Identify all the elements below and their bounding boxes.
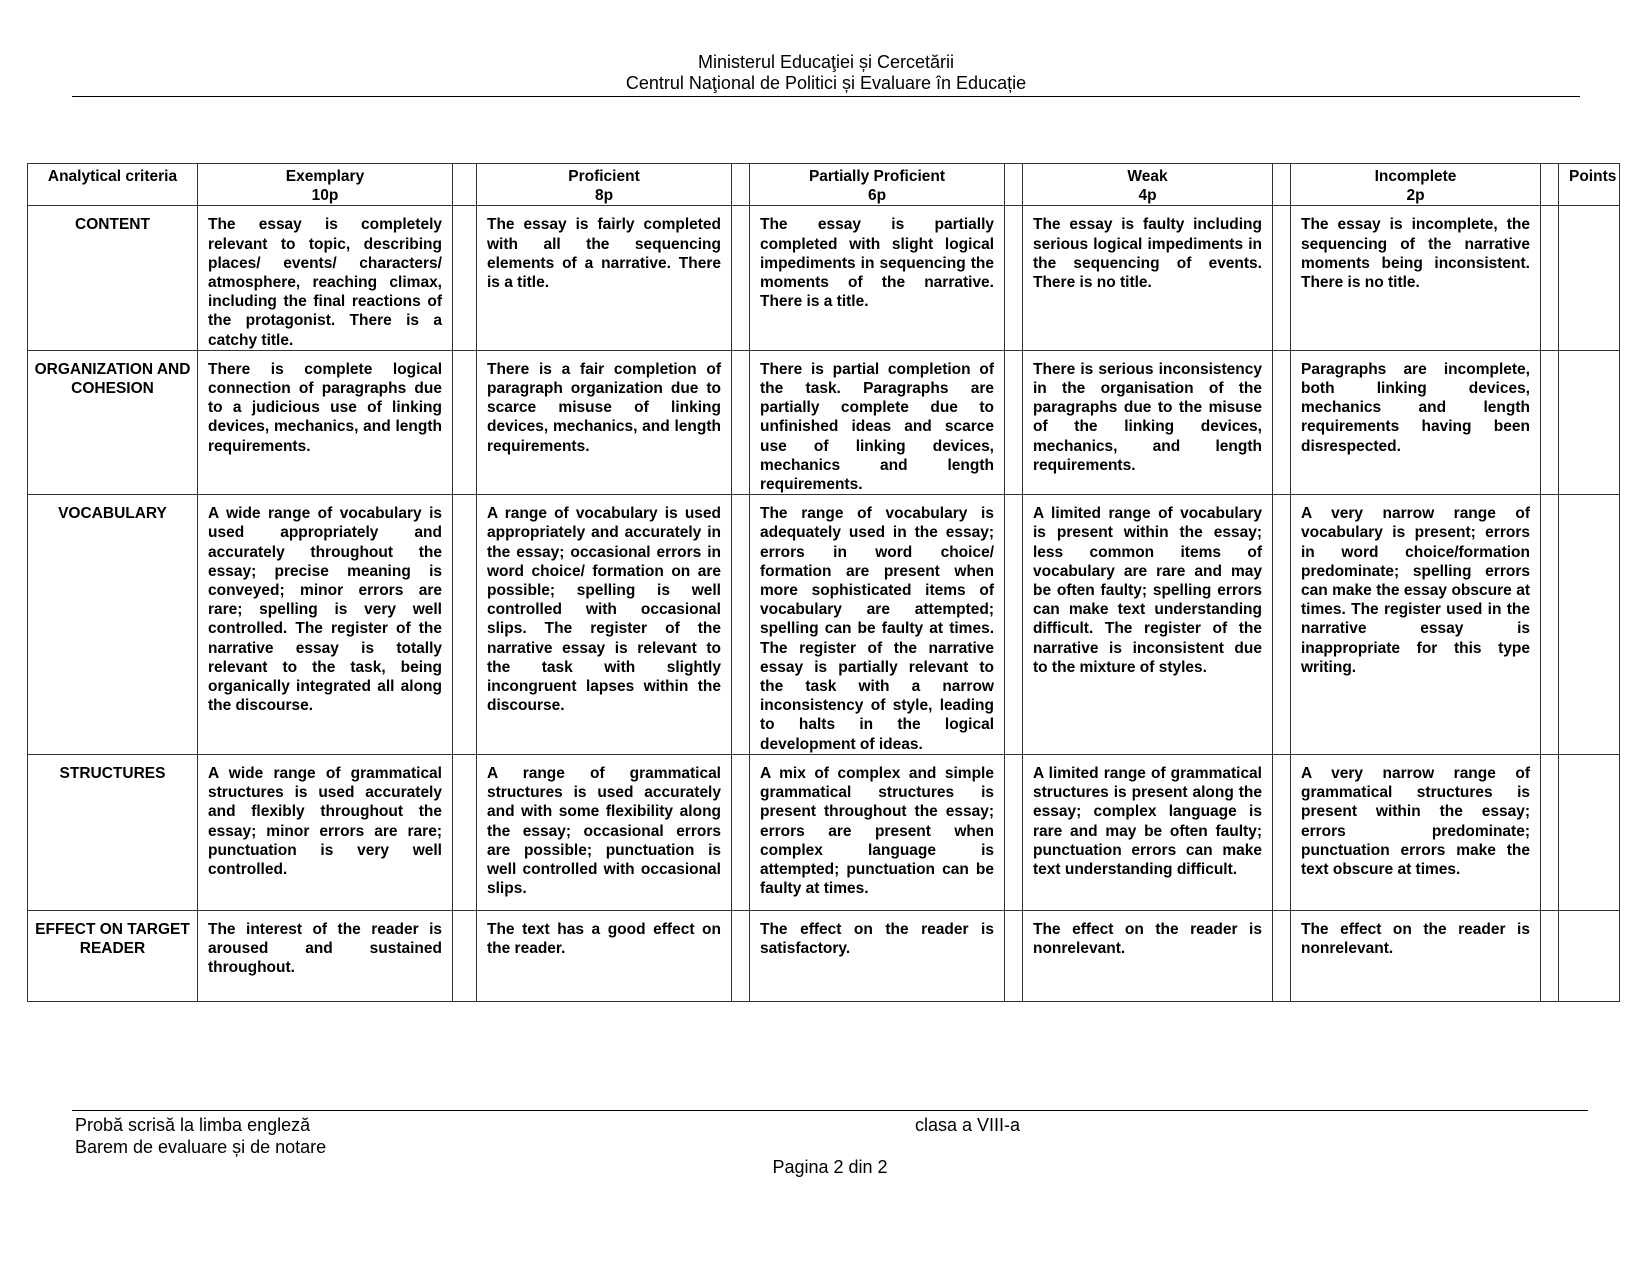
- gap-cell: [1541, 495, 1559, 755]
- table-row-effect: [28, 910, 1620, 1001]
- gap-cell: [732, 350, 750, 494]
- level-name: Weak: [1127, 168, 1168, 185]
- level-score: 10p: [311, 187, 339, 205]
- level-score: 8p: [594, 187, 614, 205]
- gap-cell: [453, 164, 477, 206]
- gap-cell: [1273, 350, 1291, 494]
- level-score: 4p: [1138, 187, 1157, 205]
- table-row-organization: [28, 350, 1620, 494]
- points-cell: [1559, 206, 1620, 350]
- descriptor-cell: The essay is fairly completed with all the sequencing elements of a narrative. There is a title.: [477, 206, 732, 350]
- table-header-row: [28, 164, 1620, 206]
- level-score: 2p: [1406, 187, 1425, 205]
- descriptor-cell: There is complete logical connection of paragraphs due to a judicious use of linking devices, mechanics, and length requirements.: [198, 350, 453, 494]
- center-name: Centrul Naţional de Politici și Evaluare în Educație: [625, 73, 1027, 93]
- level-header-partially-proficient: [750, 164, 1005, 206]
- descriptor-cell: The effect on the reader is nonrelevant.: [1291, 910, 1541, 1001]
- criteria-header: Analytical criteria: [28, 164, 198, 206]
- rubric-table: [27, 163, 1620, 1002]
- descriptor-cell: The effect on the reader is satisfactory.: [750, 910, 1005, 1001]
- gap-cell: [732, 206, 750, 350]
- level-header-incomplete: [1291, 164, 1541, 206]
- gap-cell: [1541, 910, 1559, 1001]
- gap-cell: [732, 495, 750, 755]
- level-header-weak: [1023, 164, 1273, 206]
- descriptor-cell: A wide range of vocabulary is used appropriately and accurately throughout the essay; precise meaning is conveyed; minor errors are rare; spelling is very well controlled. The register of the narrative essay is totally relevant to the task, being organically integrated all along the discourse.: [198, 495, 453, 755]
- gap-cell: [1273, 754, 1291, 910]
- descriptor-cell: There is partial completion of the task. Paragraphs are partially complete due to unfinished ideas and scarce use of linking devices, mechanics and length requirements.: [750, 350, 1005, 494]
- gap-cell: [453, 910, 477, 1001]
- footer-divider: [72, 1110, 1588, 1111]
- descriptor-cell: A mix of complex and simple grammatical structures is present throughout the essay; errors are present when complex language is attempted; punctuation can be faulty at times.: [750, 754, 1005, 910]
- points-cell: [1559, 910, 1620, 1001]
- points-header: Points: [1559, 164, 1620, 206]
- descriptor-cell: A very narrow range of grammatical structures is present within the essay; errors predominate; punctuation errors make the text obscure at times.: [1291, 754, 1541, 910]
- criterion-label: STRUCTURES: [28, 754, 198, 910]
- gap-cell: [1005, 206, 1023, 350]
- exam-name: Probă scrisă la limba engleză: [75, 1115, 311, 1135]
- descriptor-cell: There is a fair completion of paragraph organization due to scarce misuse of linking devices, mechanics, and length requirements.: [477, 350, 732, 494]
- gap-cell: [1273, 206, 1291, 350]
- gap-cell: [453, 206, 477, 350]
- gap-cell: [453, 754, 477, 910]
- criterion-label: EFFECT ON TARGET READER: [28, 910, 198, 1001]
- level-name: Incomplete: [1374, 168, 1457, 185]
- table-row-content: [28, 206, 1620, 350]
- descriptor-cell: The interest of the reader is aroused and sustained throughout.: [198, 910, 453, 1001]
- gap-cell: [1005, 495, 1023, 755]
- grade-label: clasa a VIII-a: [915, 1115, 1021, 1135]
- descriptor-cell: A range of grammatical structures is used accurately and with some flexibility along the essay; occasional errors are possible; punctuation is well controlled with occasional slips.: [477, 754, 732, 910]
- gap-cell: [1541, 206, 1559, 350]
- exam-document-type: Barem de evaluare și de notare: [75, 1137, 327, 1157]
- level-name: Exemplary: [285, 168, 365, 185]
- points-cell: [1559, 350, 1620, 494]
- descriptor-cell: A limited range of grammatical structures is present along the essay; complex language is rare and may be often faulty; punctuation errors can make text understanding difficult.: [1023, 754, 1273, 910]
- level-score: 6p: [867, 187, 887, 205]
- descriptor-cell: The essay is incomplete, the sequencing of the narrative moments being inconsistent. There is no title.: [1291, 206, 1541, 350]
- gap-cell: [1541, 164, 1559, 206]
- gap-cell: [1273, 495, 1291, 755]
- criterion-label: CONTENT: [28, 206, 198, 350]
- page-number: Pagina 2 din 2: [772, 1157, 888, 1177]
- descriptor-cell: A very narrow range of vocabulary is present; errors in word choice/formation predominate; spelling errors can make the essay obscure at times. The register used in the narrative essay is inappropriate for this type writing.: [1291, 495, 1541, 755]
- criterion-label: ORGANIZATION AND COHESION: [28, 350, 198, 494]
- descriptor-cell: The essay is partially completed with slight logical impediments in sequencing the moments of the narrative. There is a title.: [750, 206, 1005, 350]
- descriptor-cell: A wide range of grammatical structures is used accurately and flexibly throughout the essay; minor errors are rare; punctuation is very well controlled.: [198, 754, 453, 910]
- descriptor-cell: The text has a good effect on the reader.: [477, 910, 732, 1001]
- level-header-proficient: [477, 164, 732, 206]
- footer-exam-info: [75, 1114, 326, 1158]
- gap-cell: [732, 910, 750, 1001]
- gap-cell: [1541, 754, 1559, 910]
- level-name: Proficient: [568, 168, 640, 185]
- descriptor-cell: The range of vocabulary is adequately used in the essay; errors in word choice/ formation are present when more sophisticated items of vocabulary are attempted; spelling can be faulty at times. The register of the narrative essay is partially relevant to the task with a narrow inconsistency of style, leading to halts in the logical development of ideas.: [750, 495, 1005, 755]
- table-row-vocabulary: [28, 495, 1620, 755]
- points-cell: [1559, 754, 1620, 910]
- descriptor-cell: The effect on the reader is nonrelevant.: [1023, 910, 1273, 1001]
- document-header: [72, 52, 1580, 94]
- ministry-name: Ministerul Educaţiei și Cercetării: [697, 52, 955, 72]
- gap-cell: [1005, 164, 1023, 206]
- points-cell: [1559, 495, 1620, 755]
- header-divider: [72, 96, 1580, 97]
- gap-cell: [453, 350, 477, 494]
- gap-cell: [1005, 350, 1023, 494]
- level-header-exemplary: [198, 164, 453, 206]
- descriptor-cell: Paragraphs are incomplete, both linking devices, mechanics and length requirements having been disrespected.: [1291, 350, 1541, 494]
- gap-cell: [732, 754, 750, 910]
- gap-cell: [1273, 910, 1291, 1001]
- criterion-label: VOCABULARY: [28, 495, 198, 755]
- gap-cell: [1273, 164, 1291, 206]
- descriptor-cell: The essay is faulty including serious logical impediments in the sequencing of events. There is no title.: [1023, 206, 1273, 350]
- level-name: Partially Proficient: [808, 168, 946, 185]
- descriptor-cell: There is serious inconsistency in the organisation of the paragraphs due to the misuse of the linking devices, mechanics, and length requirements.: [1023, 350, 1273, 494]
- gap-cell: [1005, 910, 1023, 1001]
- descriptor-cell: A range of vocabulary is used appropriately and accurately in the essay; occasional errors in word choice/ formation on are possible; spelling is well controlled with occasional slips. The register of the narrative essay is relevant to the task with slightly incongruent lapses within the discourse.: [477, 495, 732, 755]
- gap-cell: [1541, 350, 1559, 494]
- gap-cell: [1005, 754, 1023, 910]
- gap-cell: [732, 164, 750, 206]
- descriptor-cell: The essay is completely relevant to topic, describing places/ events/ characters/ atmosphere, reaching climax, including the final reactions of the protagonist. There is a catchy title.: [198, 206, 453, 350]
- gap-cell: [453, 495, 477, 755]
- table-row-structures: [28, 754, 1620, 910]
- descriptor-cell: A limited range of vocabulary is present within the essay; less common items of vocabulary are rare and may be often faulty; spelling errors can make text understanding difficult. The register of the narrative is inconsistent due to the mixture of styles.: [1023, 495, 1273, 755]
